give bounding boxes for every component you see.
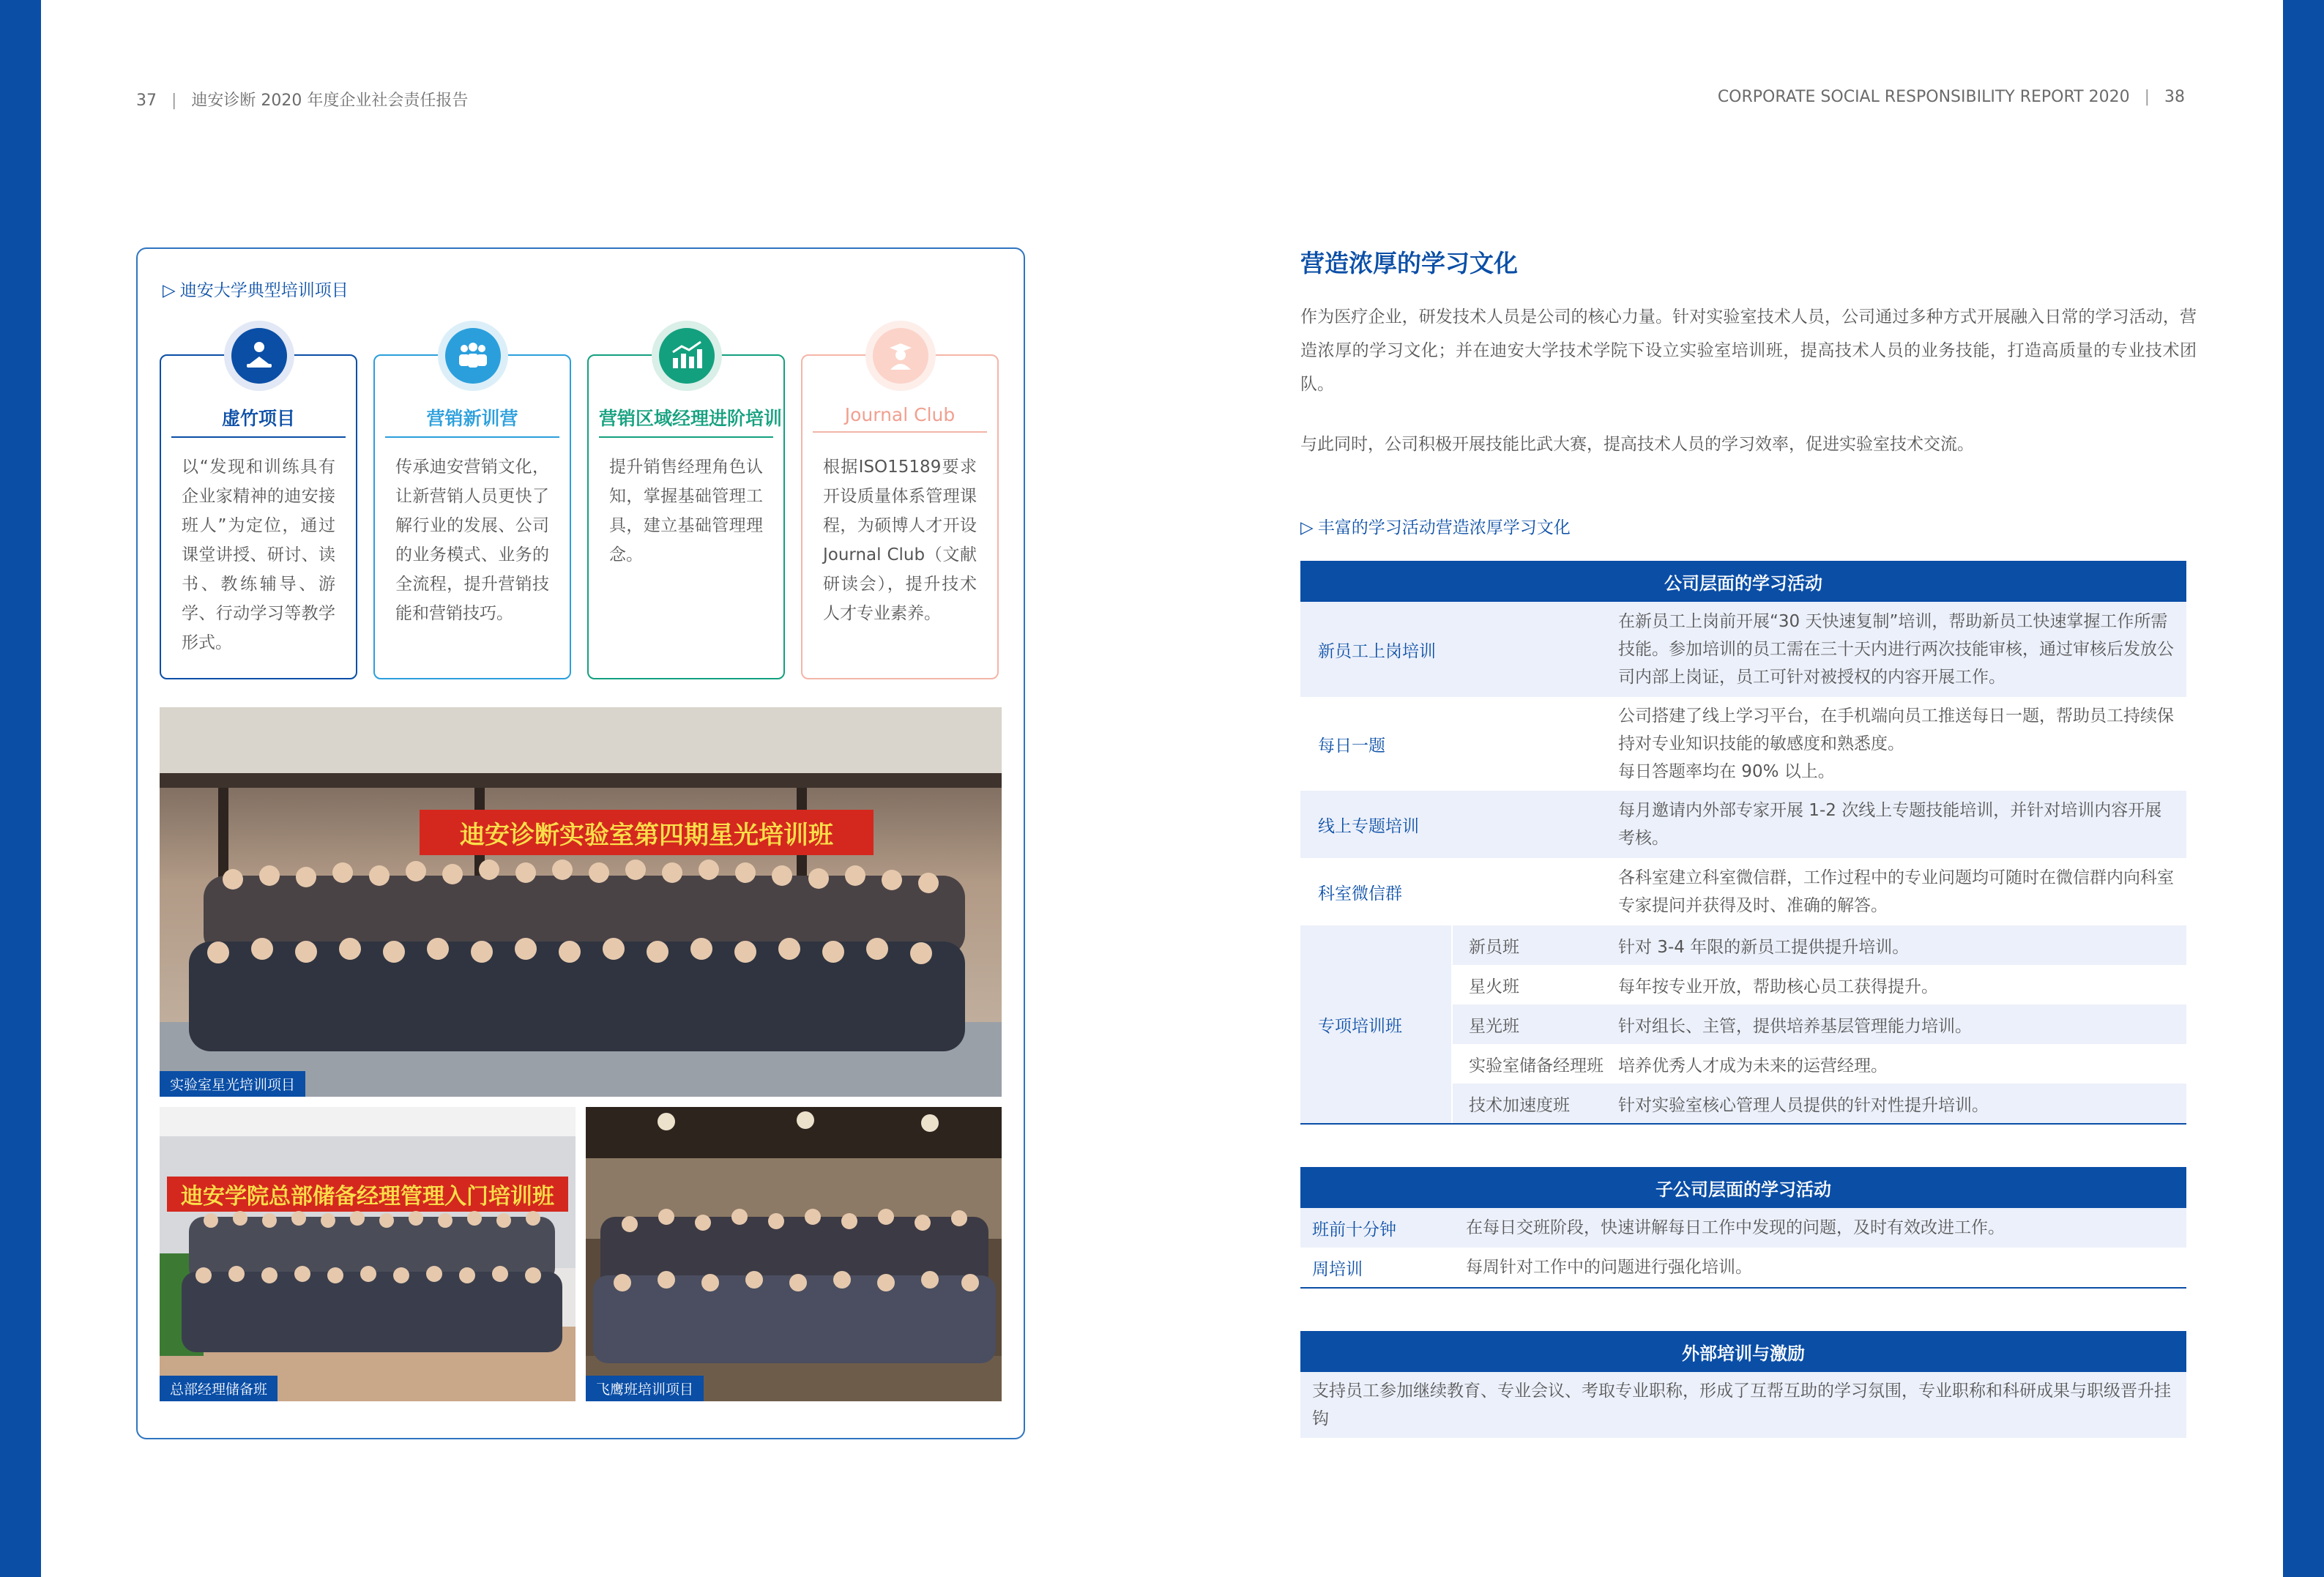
card-xuzhu-project (160, 354, 357, 679)
photo-caption: 实验室星光培训项目 (160, 1071, 305, 1097)
class-name: 实验室储备经理班 (1469, 1056, 1604, 1075)
left-report-title: 迪安诊断 2020 年度企业社会责任报告 (191, 92, 469, 110)
triangle-bullet-icon: ▷ (1300, 518, 1314, 537)
card-description: 传承迪安营销文化，让新营销人员更快了解行业的发展、公司的业务模式、业务的全流程，提升营销技能和营销技巧。 (395, 458, 549, 623)
activity-description: 每月邀请内外部专家开展 1-2 次线上专题技能培训，并针对培训内容开展考核。 (1618, 801, 2162, 848)
class-name: 星光班 (1469, 1016, 1519, 1036)
activity-name: 每日一题 (1318, 736, 1385, 756)
table-bottom-rule (1300, 1287, 2186, 1289)
photo-reserve-manager-class (160, 1107, 576, 1401)
training-projects-panel (136, 247, 1025, 1439)
table-header: 公司层面的学习活动 (1300, 561, 2186, 602)
table-row (1300, 858, 2186, 925)
left-edge-bar (0, 0, 41, 1577)
photo-starlight-training (160, 707, 1002, 1097)
table-row (1300, 1372, 2186, 1438)
activity-description: 各科室建立科室微信群，工作过程中的专业问题均可随时在微信群内向科室专家提问并获得及时、准确的解答。 (1618, 868, 2174, 915)
activity-name: 新员工上岗培训 (1318, 641, 1436, 661)
card-description: 以“发现和训练具有企业家精神的迪安接班人”为定位，通过课堂讲授、研讨、读书、教练辅导、游学、行动学习等教学形式。 (182, 458, 335, 652)
right-edge-bar (2283, 0, 2324, 1577)
table-header: 子公司层面的学习活动 (1300, 1167, 2186, 1208)
graduate-icon (884, 339, 917, 373)
intro-paragraph: 作为医疗企业，研发技术人员是公司的核心力量。针对实验室技术人员，公司通过多种方式开展融入日常的学习活动，营造浓厚的学习文化；并在迪安大学技术学院下设立实验室培训班，提高技术人员的业务技能，打造高质量的专业技术团队。 (1300, 307, 2197, 394)
group-photo-illustration (160, 707, 1002, 1097)
external-training-table (1300, 1331, 2186, 1438)
activity-name: 班前十分钟 (1312, 1220, 1396, 1239)
team-group-icon-badge (438, 321, 508, 391)
table-row (1300, 697, 2186, 791)
photo-caption: 总部经理储备班 (160, 1376, 278, 1401)
learning-activities-label: ▷ 丰富的学习活动营造浓厚学习文化 (1300, 518, 1571, 537)
table-header: 外部培训与激励 (1300, 1331, 2186, 1372)
card-marketing-camp (373, 354, 571, 679)
activity-description-text: 公司搭建了线上学习平台，在手机端向员工推送每日一题，帮助员工持续保持对专业知识技能的敏感度和熟悉度。 (1618, 707, 2174, 753)
table-row (1453, 1084, 2186, 1123)
reading-person-icon (242, 339, 276, 373)
team-group-icon (455, 339, 491, 373)
table-bottom-rule (1300, 1123, 2186, 1125)
activity-description-note: 每日答题率均在 90% 以上。 (1618, 762, 1835, 781)
growth-chart-icon-badge (652, 321, 722, 391)
activity-description (1618, 697, 2186, 791)
reading-person-icon-badge (224, 321, 294, 391)
group-photo-illustration (160, 1107, 576, 1401)
activity-name: 线上专题培训 (1318, 816, 1419, 836)
class-description: 针对 3-4 年限的新员工提供提升培训。 (1618, 937, 1910, 957)
card-title: Journal Club (813, 404, 987, 433)
activity-name: 科室微信群 (1318, 884, 1402, 903)
class-description: 培养优秀人才成为未来的运营经理。 (1618, 1056, 1888, 1075)
class-name: 技术加速度班 (1469, 1095, 1570, 1115)
right-running-header: CORPORATE SOCIAL RESPONSIBILITY REPORT 2020 | 38 (1717, 88, 2185, 106)
class-description: 每年按专业开放，帮助核心员工获得提升。 (1618, 977, 1938, 996)
triangle-bullet-icon: ▷ (163, 281, 176, 300)
table-row (1300, 1248, 2186, 1287)
table-row (1453, 925, 2186, 965)
card-title: 虚竹项目 (171, 404, 346, 438)
growth-chart-icon (668, 339, 705, 373)
class-name: 新员班 (1469, 937, 1519, 957)
table-row (1300, 602, 2186, 697)
activity-description: 在每日交班阶段，快速讲解每日工作中发现的问题，及时有效改进工作。 (1466, 1218, 2005, 1237)
left-page-number: 37 (136, 92, 157, 110)
page-title: 营造浓厚的学习文化 (1300, 249, 1518, 277)
card-description: 根据ISO15189要求开设质量体系管理课程，为硕博人才开设Journal Club（文献研读会），提升技术人才专业素养。 (823, 458, 977, 623)
group-photo-illustration (586, 1107, 1002, 1401)
external-training-description: 支持员工参加继续教育、专业会议、考取专业职称，形成了互帮互助的学习氛围，专业职称和科研成果与职级晋升挂钩 (1312, 1382, 2171, 1428)
activity-name: 专项培训班 (1300, 925, 1451, 1123)
class-description: 针对实验室核心管理人员提供的针对性提升培训。 (1618, 1095, 1989, 1115)
table-row (1453, 1044, 2186, 1084)
subsidiary-activities-table (1300, 1167, 2186, 1289)
photo-banner-text: 迪安诊断实验室第四期星光培训班 (460, 820, 833, 850)
card-title: 营销区域经理进阶培训 (599, 404, 773, 438)
company-activities-table (1300, 561, 2186, 1125)
card-description: 提升销售经理角色认知，掌握基础管理工具，建立基础管理理念。 (609, 458, 763, 564)
activity-name: 周培训 (1312, 1259, 1363, 1279)
photo-caption: 飞鹰班培训项目 (586, 1376, 704, 1401)
special-classes-group (1300, 925, 2186, 1123)
training-projects-label: ▷ 迪安大学典型培训项目 (163, 281, 349, 300)
table-row (1453, 1004, 2186, 1044)
left-running-header: 37 | 迪安诊断 2020 年度企业社会责任报告 (136, 92, 469, 110)
class-description: 针对组长、主管，提供培养基层管理能力培训。 (1618, 1016, 1972, 1036)
card-journal-club (801, 354, 999, 679)
card-regional-manager-training (587, 354, 785, 679)
right-page-number: 38 (2164, 88, 2185, 106)
right-report-title: CORPORATE SOCIAL RESPONSIBILITY REPORT 2020 (1717, 88, 2130, 106)
skill-contest-paragraph: 与此同时，公司积极开展技能比武大赛，提高技术人员的学习效率，促进实验室技术交流。 (1300, 435, 1974, 454)
table-row (1300, 1208, 2186, 1248)
class-name: 星火班 (1469, 977, 1519, 996)
special-classes-list (1451, 925, 2186, 1123)
photo-banner-text: 迪安学院总部储备经理管理入门培训班 (181, 1184, 554, 1209)
graduate-icon-badge (865, 321, 936, 391)
card-title: 营销新训营 (385, 404, 559, 438)
photo-flying-eagle-class (586, 1107, 1002, 1401)
activity-description: 在新员工上岗前开展“30 天快速复制”培训，帮助新员工快速掌握工作所需技能。参加培训的员工需在三十天内进行两次技能审核，通过审核后发放公司内部上岗证，员工可针对被授权的内容开展工作。 (1618, 612, 2174, 687)
activity-description: 每周针对工作中的问题进行强化培训。 (1466, 1258, 1752, 1277)
table-row (1300, 791, 2186, 858)
table-row (1453, 965, 2186, 1004)
